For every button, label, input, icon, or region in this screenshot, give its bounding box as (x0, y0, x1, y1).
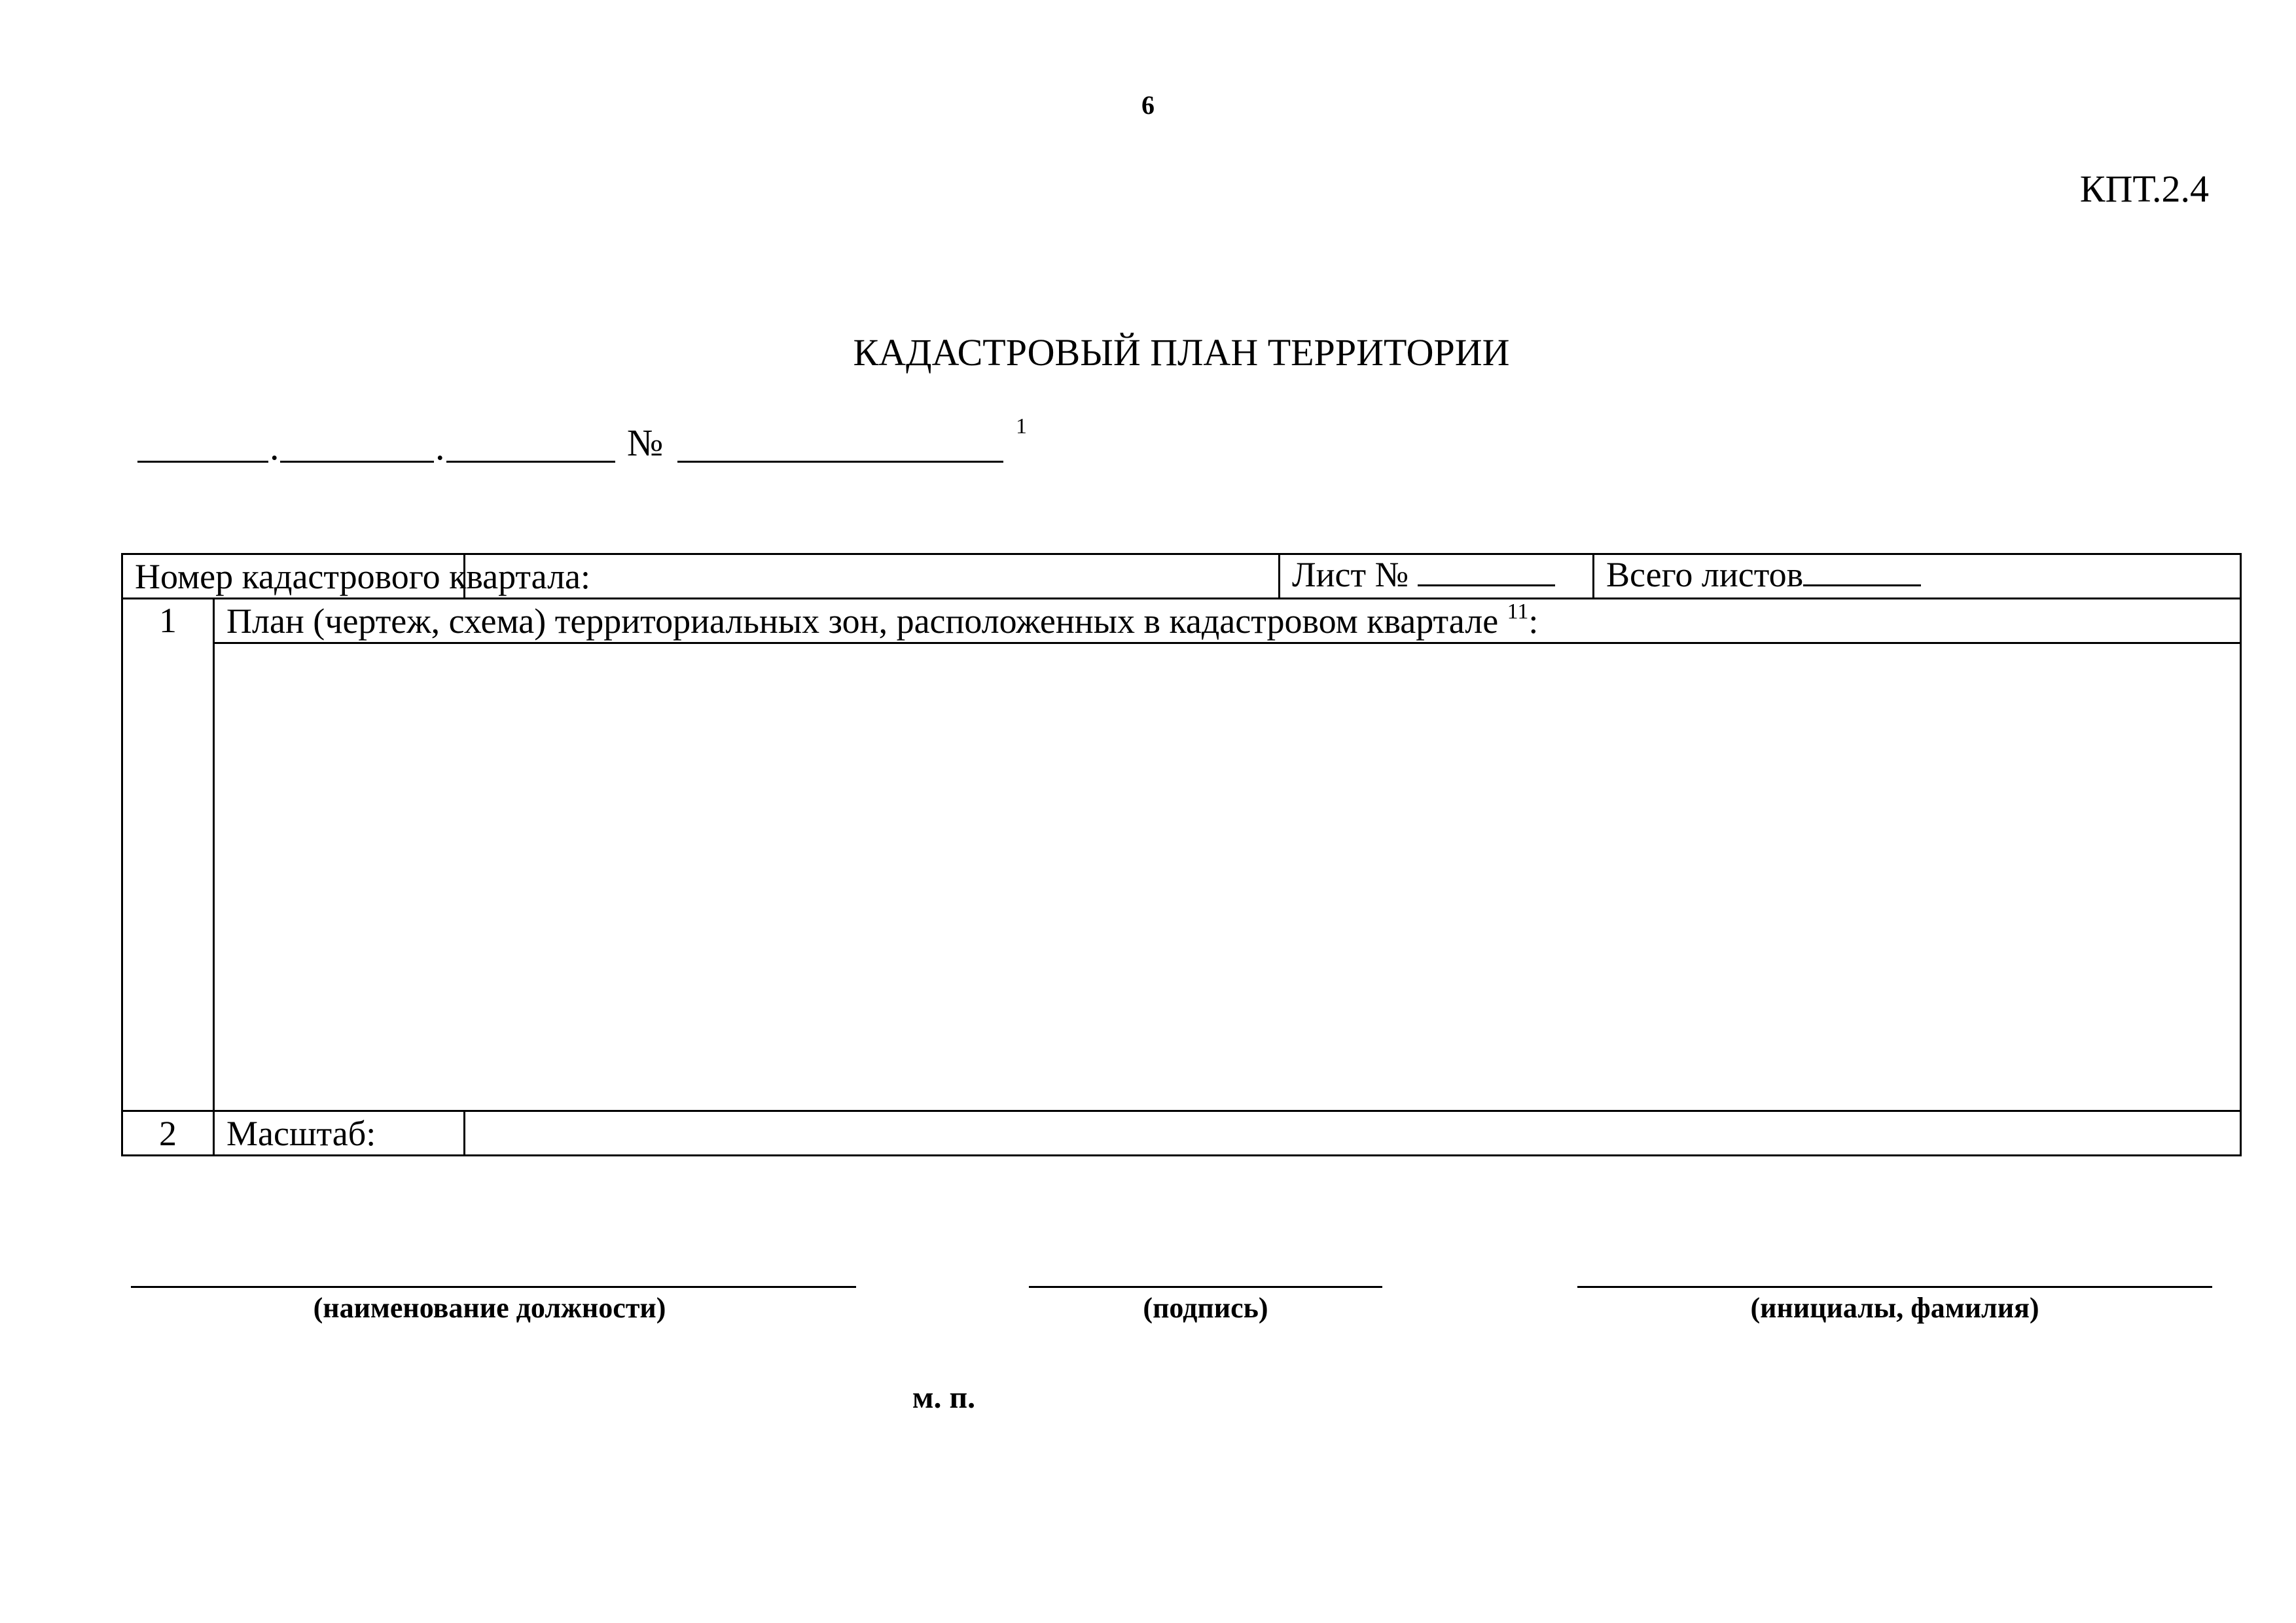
row-number: 1 (122, 599, 214, 1111)
date-separator: . (270, 425, 279, 468)
date-day-blank[interactable] (137, 461, 268, 463)
total-sheets-cell (1594, 555, 2240, 597)
position-caption: (наименование должности) (313, 1292, 666, 1324)
name-signature-line[interactable] (1577, 1286, 2212, 1288)
footnote-mark: 1 (1016, 414, 1027, 438)
date-separator: . (435, 425, 445, 468)
sheet-number-label: Лист № (1292, 555, 1409, 594)
total-sheets-label: Всего листов (1606, 555, 1804, 594)
stamp-place-label: м. п. (912, 1380, 976, 1415)
sheet-number-blank[interactable] (1418, 558, 1555, 586)
form-code: КПТ.2.4 (2079, 168, 2209, 210)
document-title: КАДАСТРОВЫЙ ПЛАН ТЕРРИТОРИИ (853, 331, 1510, 374)
scale-label: Масштаб: (214, 1111, 465, 1156)
scale-field[interactable] (465, 1111, 2241, 1156)
signature-caption: (подпись) (1143, 1292, 1268, 1324)
total-sheets-blank[interactable] (1803, 558, 1921, 586)
position-signature-line[interactable] (131, 1286, 856, 1288)
plan-label-cell (214, 599, 2241, 643)
number-sign: № (627, 421, 664, 464)
table-row (122, 1111, 2241, 1156)
cadastral-plan-table (121, 553, 2242, 1156)
table-header-row (122, 554, 2241, 599)
footnote-mark: 11 (1507, 599, 1529, 624)
signature-line[interactable] (1029, 1286, 1382, 1288)
table-row (122, 599, 2241, 643)
name-caption: (инициалы, фамилия) (1750, 1292, 2039, 1324)
document-number-blank[interactable] (677, 461, 1003, 463)
sheet-number-cell (1280, 555, 1594, 597)
table-row (122, 643, 2241, 1111)
quarter-number-label: Номер кадастрового квартала: (122, 554, 465, 599)
sheet-info-cell (1280, 554, 2241, 599)
plan-label-colon: : (1528, 601, 1539, 641)
row-number: 2 (122, 1111, 214, 1156)
plan-drawing-area[interactable] (214, 643, 2241, 1111)
page-number: 6 (1141, 90, 1155, 120)
date-month-blank[interactable] (280, 461, 434, 463)
date-year-blank[interactable] (446, 461, 615, 463)
plan-label: План (чертеж, схема) территориальных зон, расположенных в кадастровом квартале (226, 601, 1499, 641)
